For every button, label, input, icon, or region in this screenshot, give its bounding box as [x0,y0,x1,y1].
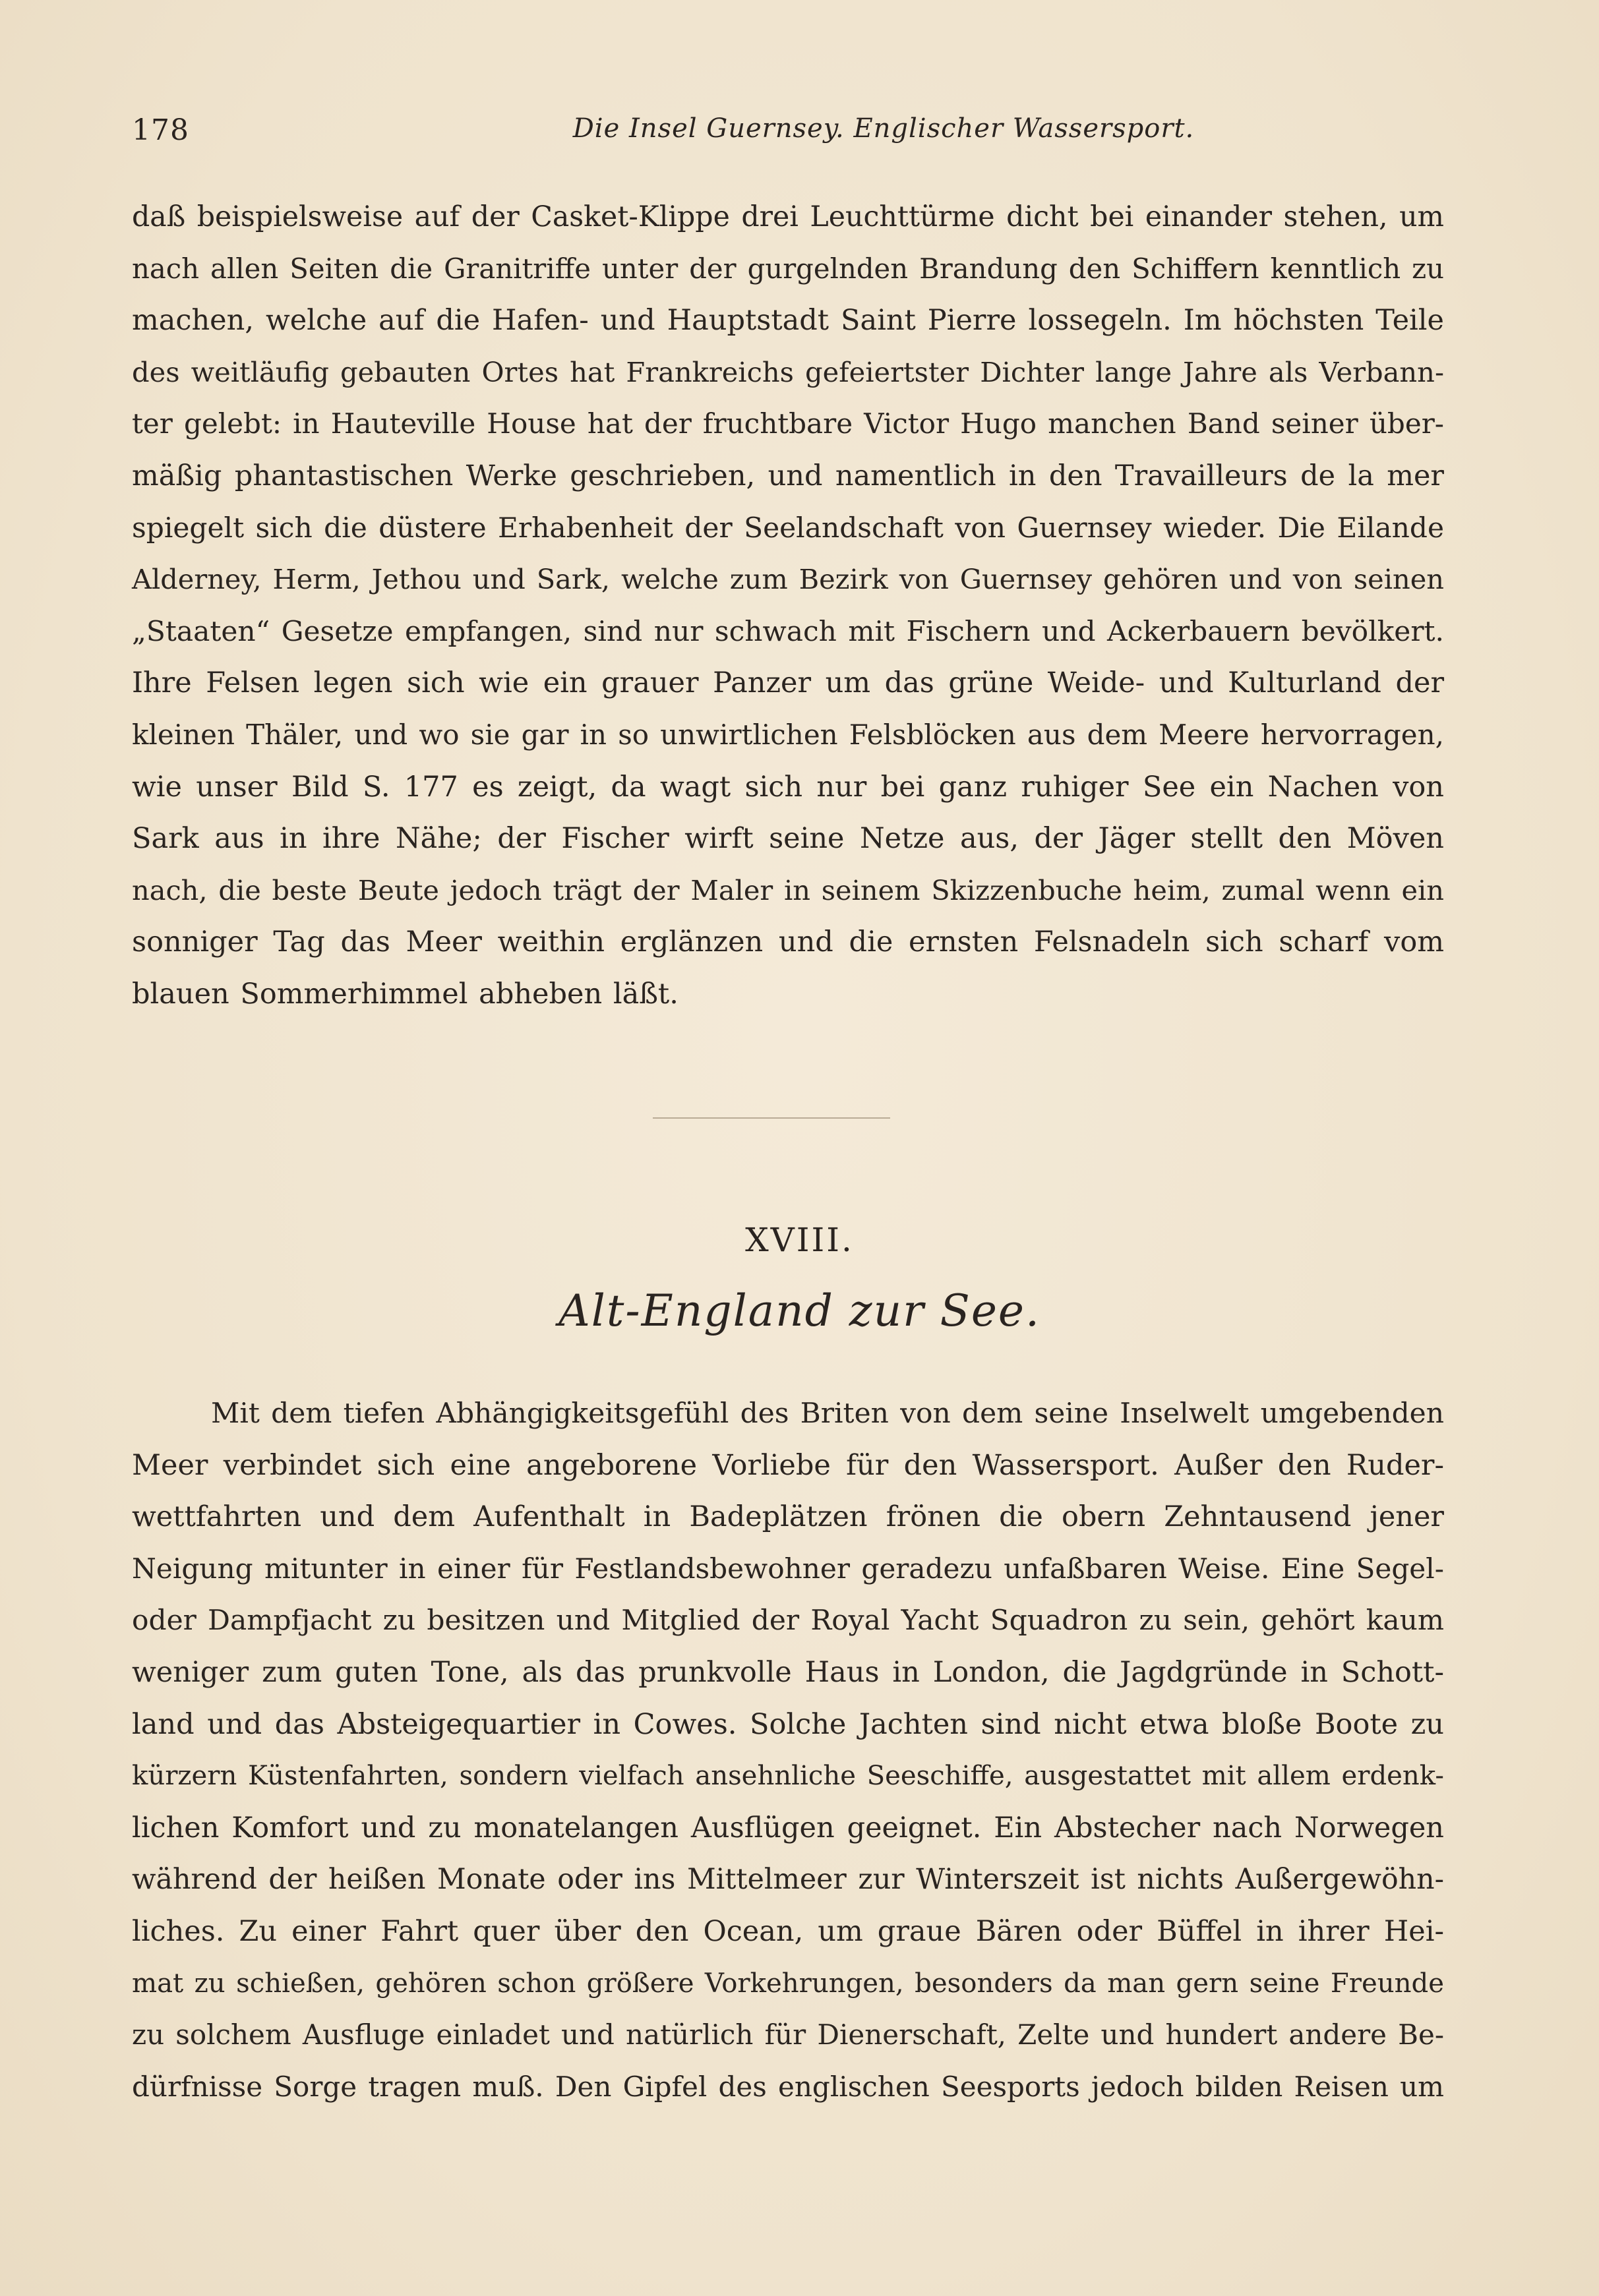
text-line: spiegelt sich die düstere Erhabenheit der Seelandschaft von Guernsey wieder. Die Eilande [132,511,1444,544]
chapter-title: Alt-England zur See. [558,1285,1041,1336]
text-line: lichen Komfort und zu monatelangen Ausflügen geeignet. Ein Abstecher nach Norwegen [132,1811,1444,1844]
chapter-paragraph [132,1388,1444,2113]
text-line: zu solchem Ausfluge einladet und natürlich für Dienerschaft, Zelte und hundert andere Be- [132,2018,1444,2051]
text-line: mäßig phantastischen Werke geschrieben, und namentlich in den Travailleurs de la mer [132,459,1444,492]
text-line: sonniger Tag das Meer weithin erglänzen und die ernsten Felsnadeln sich scharf vom [132,926,1444,959]
text-line: machen, welche auf die Hafen- und Hauptstadt Saint Pierre lossegeln. Im höchsten Teile [132,304,1444,338]
text-line: Meer verbindet sich eine angeborene Vorliebe für den Wassersport. Außer den Ruder- [132,1448,1444,1482]
text-line: weniger zum guten Tone, als das prunkvolle Haus in London, die Jagdgründe in Schott- [132,1655,1444,1689]
text-line: nach allen Seiten die Granitriffe unter der gurgelnden Brandung den Schiffern kenntlich zu [132,252,1444,285]
text-line: nach, die beste Beute jedoch trägt der Maler in seinem Skizzenbuche heim, zumal wenn ein [132,873,1444,906]
text-line: dürfnisse Sorge tragen muß. Den Gipfel des englischen Seesports jedoch bilden Reisen um [132,2070,1444,2103]
text-line: Ihre Felsen legen sich wie ein grauer Panzer um das grüne Weide- und Kulturland der [132,666,1444,700]
text-line: mat zu schießen, gehören schon größere Vorkehrungen, besonders da man gern seine Freunde [132,1968,1444,1999]
text-line: während der heißen Monate oder ins Mittelmeer zur Winterszeit ist nichts Außergewöhn- [132,1863,1444,1897]
text-line: blauen Sommerhimmel abheben läßt. [132,977,679,1011]
text-line: liches. Zu einer Fahrt quer über den Ocean, um graue Bären oder Büffel in ihrer Hei- [132,1914,1444,1948]
text-line: land und das Absteigequartier in Cowes. Solche Jachten sind nicht etwa bloße Boote zu [132,1707,1444,1741]
text-line: wettfahrten und dem Aufenthalt in Badeplätzen frönen die obern Zehntausend jener [132,1500,1444,1534]
text-line: kürzern Küstenfahrten, sondern vielfach ansehnliche Seeschiffe, ausgestattet mit allem erdenk- [132,1761,1444,1792]
text-line: des weitläufig gebauten Ortes hat Frankreichs gefeiertster Dichter lange Jahre als Verbann- [132,355,1444,388]
page-header [132,113,1451,153]
chapter-number: XVIII. [745,1221,854,1259]
section-divider [653,1117,890,1119]
paragraph-continued [132,191,1444,1020]
running-title: Die Insel Guernsey. Englischer Wassersport. [572,113,1195,144]
text-line: „Staaten“ Gesetze empfangen, sind nur schwach mit Fischern und Ackerbauern bevölkert. [132,614,1444,647]
text-line: Neigung mitunter in einer für Festlandsbewohner geradezu unfaßbaren Weise. Eine Segel- [132,1552,1444,1585]
text-line: Sark aus in ihre Nähe; der Fischer wirft seine Netze aus, der Jäger stellt den Möven [132,822,1444,856]
text-line: Alderney, Herm, Jethou und Sark, welche zum Bezirk von Guernsey gehören und von seinen [132,563,1444,596]
text-line: wie unser Bild S. 177 es zeigt, da wagt sich nur bei ganz ruhiger See ein Nachen von [132,770,1444,804]
text-line: oder Dampfjacht zu besitzen und Mitglied der Royal Yacht Squadron zu sein, gehört kaum [132,1604,1444,1637]
page-number: 178 [132,113,189,147]
text-line: kleinen Thäler, und wo sie gar in so unwirtlichen Felsblöcken aus dem Meere hervorragen, [132,718,1444,751]
text-line: Mit dem tiefen Abhängigkeitsgefühl des Briten von dem seine Inselwelt umgebenden [211,1397,1444,1429]
text-line: daß beispielsweise auf der Casket-Klippe drei Leuchttürme dicht bei einander stehen, um [132,200,1444,233]
text-line: ter gelebt: in Hauteville House hat der fruchtbare Victor Hugo manchen Band seiner über- [132,407,1444,440]
